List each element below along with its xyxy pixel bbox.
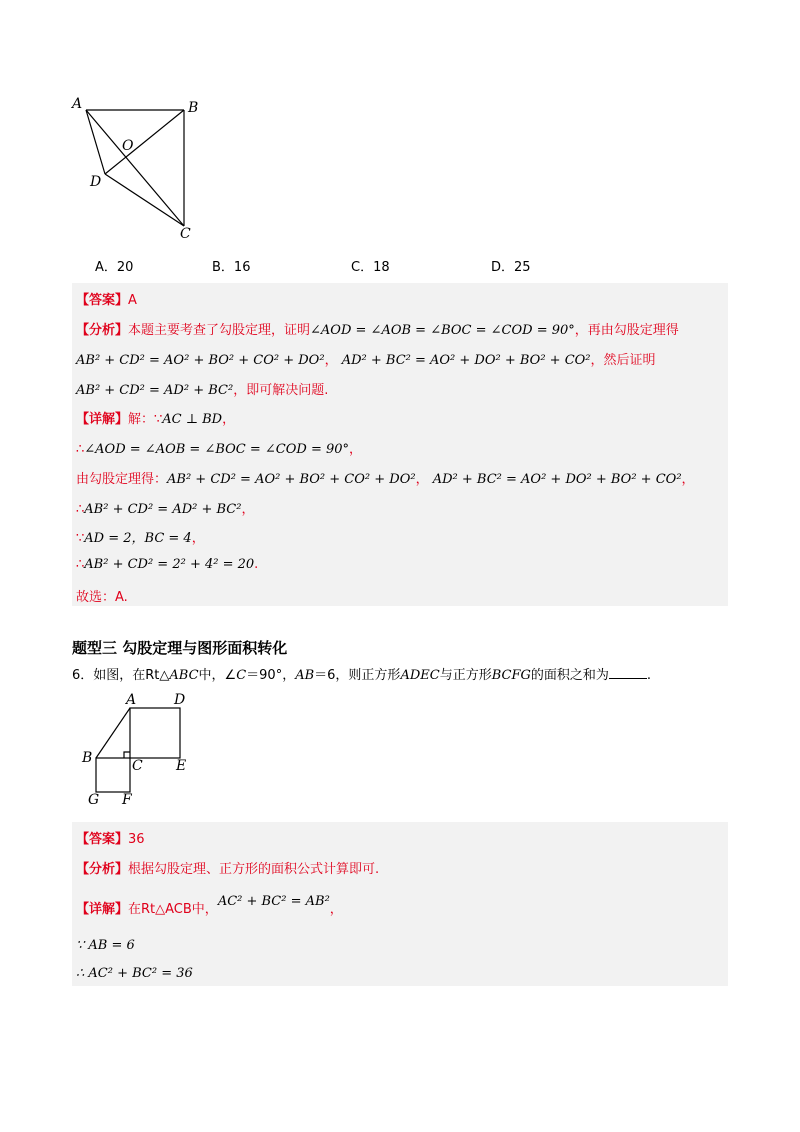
point-label-f2: F bbox=[122, 792, 132, 808]
question-6: 6．如图，在Rt△ABC中，∠C＝90°，AB＝6，则正方形ADEC与正方形BCFG的面积之和为 . bbox=[72, 668, 652, 683]
point-label-o: O bbox=[122, 138, 134, 154]
solution-box-2 bbox=[72, 822, 728, 986]
detail-line-2: ∴∠AOD = ∠AOB = ∠BOC = ∠COD = 90°， bbox=[76, 442, 363, 457]
option-a: A．20 bbox=[95, 260, 134, 275]
point-label-b: B bbox=[188, 100, 199, 116]
answer-value-2: 36 bbox=[128, 832, 145, 847]
figure-squares bbox=[76, 690, 206, 810]
option-d: D．25 bbox=[491, 260, 531, 275]
point-label-c: C bbox=[180, 226, 191, 242]
detail-line-1: 【详解】解：∵AC ⊥ BD， bbox=[76, 412, 236, 427]
answer-line: 【答案】A bbox=[76, 293, 137, 308]
analysis-line-q6: 【分析】根据勾股定理、正方形的面积公式计算即可. bbox=[76, 862, 380, 877]
point-label-e2: E bbox=[176, 758, 187, 774]
solution-box-1 bbox=[72, 283, 728, 606]
point-label-a2: A bbox=[126, 692, 137, 708]
detail-line-4: ∴AB² + CD² = AD² + BC²， bbox=[76, 502, 255, 517]
detail-line-5: ∵AD = 2，BC = 4， bbox=[76, 531, 205, 546]
point-label-d2: D bbox=[174, 692, 186, 708]
point-label-d: D bbox=[90, 174, 102, 190]
point-label-b2: B bbox=[82, 750, 93, 766]
detail-line-3: 由勾股定理得：AB² + CD² = AO² + BO² + CO² + DO²， AD² + BC² = AO² + DO² + BO² + CO²， bbox=[76, 472, 695, 487]
point-label-a: A bbox=[72, 96, 83, 112]
detail-line-q6-2: ∵ AB = 6 bbox=[76, 938, 135, 953]
analysis-line-2: AB² + CD² = AO² + BO² + CO² + DO²， AD² + BC² = AO² + DO² + BO² + CO²，然后证明 bbox=[76, 353, 656, 368]
point-label-c2: C bbox=[132, 758, 143, 774]
option-c: C．18 bbox=[351, 260, 390, 275]
detail-line-q6-3: ∴ AC² + BC² = 36 bbox=[76, 966, 193, 981]
analysis-line-3: AB² + CD² = AD² + BC²，即可解决问题. bbox=[76, 383, 329, 398]
section-heading: 题型三 勾股定理与图形面积转化 bbox=[72, 639, 288, 657]
answer-options bbox=[95, 256, 655, 276]
detail-line-q6-1: 【详解】在Rt△ACB中，AC² + BC² = AB²， bbox=[76, 894, 343, 917]
answer-line-2: 【答案】36 bbox=[76, 832, 145, 847]
detail-line-6: ∴AB² + CD² = 2² + 4² = 20. bbox=[76, 557, 259, 572]
answer-value: A bbox=[128, 293, 137, 308]
point-label-g2: G bbox=[88, 792, 100, 808]
analysis-line-1: 【分析】本题主要考查了勾股定理，证明∠AOD = ∠AOB = ∠BOC = ∠COD = 90°，再由勾股定理得 bbox=[76, 323, 679, 338]
figure-quadrilateral bbox=[60, 90, 220, 250]
final-answer-line: 故选：A. bbox=[76, 590, 128, 605]
answer-blank bbox=[609, 666, 647, 679]
option-b: B．16 bbox=[212, 260, 251, 275]
